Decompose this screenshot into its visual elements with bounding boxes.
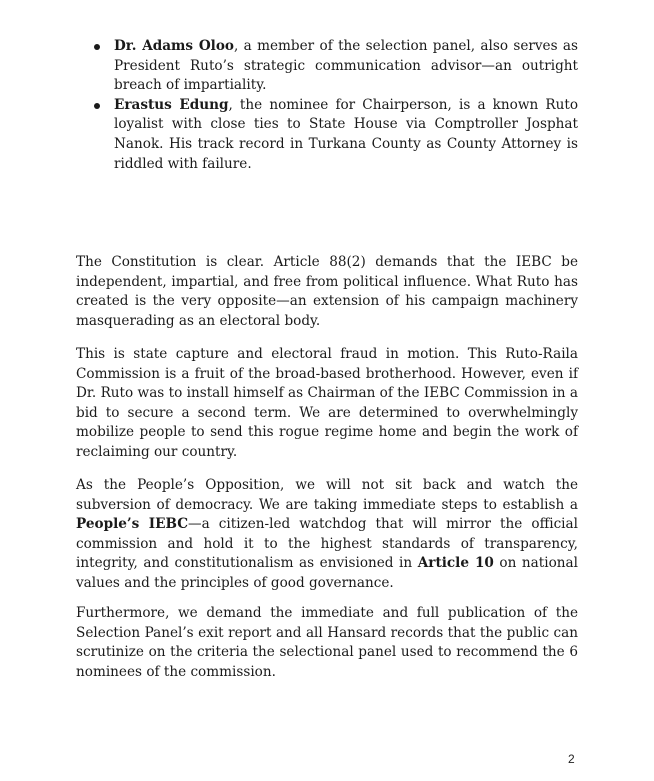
paragraph-demands: Furthermore, we demand the immediate and full publication of the Selection Panel’s exit report and all Hansard records that the public can scrutinize on the criteria the selectional panel used to recommend the 6 nominees of the commission. xyxy=(76,605,578,680)
bullet-icon xyxy=(94,44,100,50)
list-item-text: , the nominee for Chairperson, is a known Ruto loyalist with close ties to State House via Comptroller Josphat Nanok. His track record in Turkana County as County Attorney is riddled with failure. xyxy=(114,96,579,172)
paragraph-text: —a citizen-led watchdog that will mirror the official commission and hold it to the highest standards of transparency, integrity, and constitutionalism as envisioned in xyxy=(76,516,578,572)
page-number: 2 xyxy=(568,752,575,766)
paragraph-state-capture: This is state capture and electoral fraud in motion. This Ruto-Raila Commission is a fruit of the broad-based brotherhood. However, even if Dr. Ruto was to install himself as Chairman of the IEBC Commission in a bid to secure a second term. We are determined to overwhelmingly mobilize people to send this rogue regime home and begin the work of reclaiming our country. xyxy=(76,346,578,460)
list-item xyxy=(92,37,578,96)
name-bold: Dr. Adams Oloo xyxy=(114,38,234,54)
panel-concerns-list xyxy=(92,37,578,174)
list-item xyxy=(92,96,578,174)
list-item-text: , a member of the selection panel, also serves as President Ruto’s strategic communication advisor—an outright breach of impartiality. xyxy=(114,38,579,94)
article-10-bold: Article 10 xyxy=(417,555,494,572)
paragraph-text: As the People’s Opposition, we will not sit back and watch the subversion of democracy. We are taking immediate steps to establish a xyxy=(76,477,578,513)
name-bold: Erastus Edung xyxy=(114,96,229,113)
peoples-iebc-bold: People’s IEBC xyxy=(76,516,189,533)
paragraph-text: on national values and the principles of good governance. xyxy=(76,555,578,591)
paragraph-constitution: The Constitution is clear. Article 88(2) demands that the IEBC be independent, impartial, and free from political influence. What Ruto has created is the very opposite—an extension of his campaign machinery masquerading as an electoral body. xyxy=(76,254,578,329)
paragraph-peoples-opposition xyxy=(76,476,578,594)
bullet-icon xyxy=(94,103,100,109)
